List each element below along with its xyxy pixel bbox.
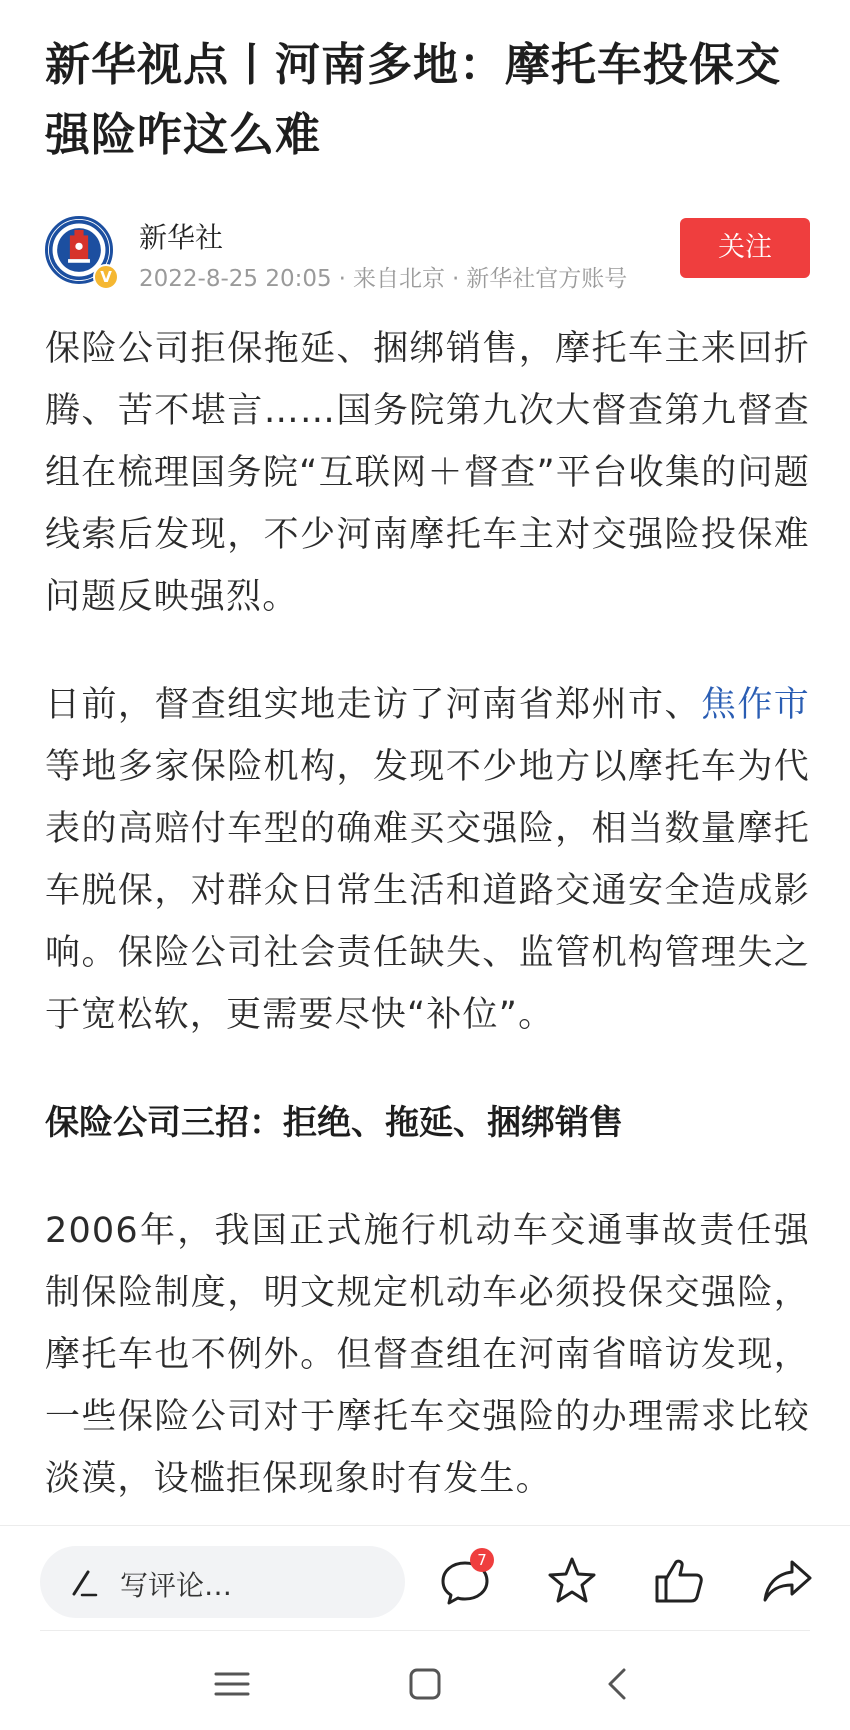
article-title	[45, 30, 810, 170]
author-name[interactable]: 新华社	[139, 221, 224, 254]
follow-button[interactable]: 关注	[680, 218, 810, 278]
star-icon[interactable]	[545, 1554, 599, 1608]
comment-count-badge: 7	[470, 1548, 494, 1572]
account-type: 新华社官方账号	[466, 266, 628, 292]
paragraph-2-start: 日前，督查组实地走访了河南省郑州市、	[45, 685, 701, 725]
meta-separator: ·	[338, 266, 346, 292]
action-bar	[0, 1525, 850, 1635]
post-date: 2022-8-25 20:05	[139, 266, 332, 292]
city-link[interactable]: 焦作市	[700, 685, 810, 725]
system-nav-bar	[0, 1640, 850, 1730]
paragraph-3: 2006年，我国正式施行机动车交通事故责任强制保险制度，明文规定机动车必须投保交强险，摩托车也不例外。但督查组在河南省暗访发现，一些保险公司对于摩托车交强险的办理需求比较淡漠，设槛拒保现象时有发生。	[45, 1211, 810, 1499]
menu-icon[interactable]	[210, 1662, 254, 1706]
title-line-2: 强险咋这么难	[45, 108, 322, 161]
thumbs-up-icon[interactable]	[652, 1554, 706, 1608]
comment-input[interactable]	[40, 1546, 405, 1618]
back-chevron-icon[interactable]	[596, 1662, 640, 1706]
verified-badge-icon: V	[93, 264, 119, 290]
share-icon[interactable]	[760, 1554, 814, 1608]
article	[45, 30, 810, 1556]
paragraph-1: 保险公司拒保拖延、捆绑销售，摩托车主来回折腾、苦不堪言……国务院第九次大督查第九督查组在梳理国务院“互联网＋督查”平台收集的问题线索后发现，不少河南摩托车主对交强险投保难问题反映强烈。	[45, 329, 810, 617]
paragraph-2-end: 等地多家保险机构，发现不少地方以摩托车为代表的高赔付车型的确难买交强险，相当数量摩托车脱保，对群众日常生活和道路交通安全造成影响。保险公司社会责任缺失、监管机构管理失之于宽松软，更需要尽快“补位”。	[45, 747, 810, 1035]
paragraph-2	[45, 674, 810, 1046]
post-meta	[139, 260, 627, 293]
author-row	[45, 208, 810, 298]
post-location: 来自北京	[352, 266, 445, 292]
home-square-icon[interactable]	[403, 1662, 447, 1706]
article-body	[45, 318, 810, 1510]
title-line-1: 新华视点丨河南多地：摩托车投保交	[45, 38, 782, 91]
divider	[40, 1630, 810, 1631]
pen-icon	[68, 1568, 98, 1598]
comment-placeholder: 写评论…	[120, 1569, 233, 1602]
section-heading: 保险公司三招：拒绝、拖延、捆绑销售	[45, 1103, 623, 1143]
meta-separator: ·	[451, 266, 460, 292]
